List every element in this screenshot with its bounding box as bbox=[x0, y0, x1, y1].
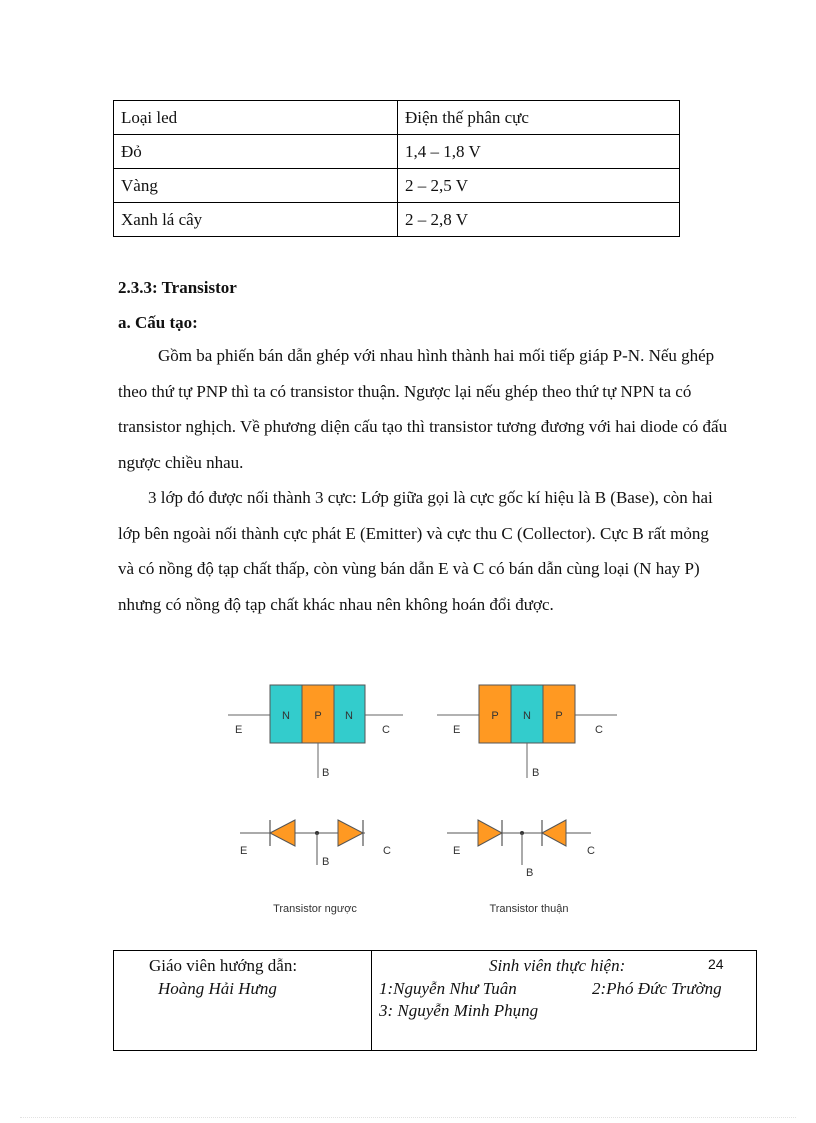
pnp-layer-label: P bbox=[491, 710, 499, 722]
pnp-block bbox=[437, 685, 617, 779]
table-cell: Loại led bbox=[114, 101, 398, 135]
npn-layer-label: P bbox=[314, 710, 322, 722]
diode-equivalent-left bbox=[240, 820, 391, 868]
base-label: B bbox=[532, 767, 540, 779]
npn-layer-label: N bbox=[345, 710, 353, 722]
table-cell: Xanh lá cây bbox=[114, 203, 398, 237]
base-label: B bbox=[322, 856, 330, 868]
base-label: B bbox=[526, 867, 534, 879]
paragraph-structure: Gồm ba phiến bán dẫn ghép với nhau hình thành hai mối tiếp giáp P-N. Nếu ghép theo thứ tự PNP thì ta có transistor thuận. Ngược lại nếu ghép theo thứ tự NPN ta có transistor nghịch. Về phương diện cấu tạo thì transistor tương đương với hai diode có đấu ngược chiều nhau. bbox=[118, 346, 728, 472]
diode-triangle bbox=[338, 820, 363, 846]
emitter-label: E bbox=[235, 724, 243, 736]
base-label: B bbox=[322, 767, 330, 779]
page-number: 24 bbox=[708, 956, 724, 972]
table-cell: Vàng bbox=[114, 169, 398, 203]
student-3: 3: Nguyễn Minh Phụng bbox=[379, 1001, 539, 1020]
transistor-diagram bbox=[225, 680, 625, 920]
diode-triangle bbox=[270, 820, 295, 846]
page-bottom-rule bbox=[20, 1117, 796, 1118]
advisor-name: Hoàng Hải Hưng bbox=[158, 979, 277, 998]
table-cell: Đỏ bbox=[114, 135, 398, 169]
emitter-label: E bbox=[240, 845, 248, 857]
pnp-layer-label: N bbox=[523, 710, 531, 722]
table-row bbox=[114, 101, 680, 135]
signature-box bbox=[113, 950, 757, 1051]
emitter-label: E bbox=[453, 724, 461, 736]
advisor-label: Giáo viên hướng dẫn: bbox=[149, 956, 298, 975]
diode-triangle bbox=[478, 820, 502, 846]
table-row bbox=[114, 169, 680, 203]
collector-label: C bbox=[595, 724, 603, 736]
table-cell: 2 – 2,8 V bbox=[398, 203, 680, 237]
npn-block bbox=[228, 685, 403, 779]
table-cell: Điện thế phân cực bbox=[398, 101, 680, 135]
table-cell: 1,4 – 1,8 V bbox=[398, 135, 680, 169]
subsection-heading: a. Cấu tạo: bbox=[118, 313, 198, 332]
led-voltage-table bbox=[113, 100, 680, 237]
table-row bbox=[114, 135, 680, 169]
collector-label: C bbox=[383, 845, 391, 857]
students-label: Sinh viên thực hiện: bbox=[489, 956, 626, 975]
npn-layer-label: N bbox=[282, 710, 290, 722]
table-cell: 2 – 2,5 V bbox=[398, 169, 680, 203]
diode-equivalent-right bbox=[447, 820, 595, 879]
caption-left: Transistor ngược bbox=[273, 903, 357, 915]
student-2: 2:Phó Đức Trường bbox=[592, 979, 722, 998]
caption-right: Transistor thuận bbox=[489, 903, 569, 915]
pnp-layer-label: P bbox=[555, 710, 563, 722]
emitter-label: E bbox=[453, 845, 461, 857]
footer-divider bbox=[371, 951, 372, 1050]
collector-label: C bbox=[587, 845, 595, 857]
diode-triangle bbox=[542, 820, 566, 846]
paragraph-terminals: 3 lớp đó được nối thành 3 cực: Lớp giữa gọi là cực gốc kí hiệu là B (Base), còn hai lớp bên ngoài nối thành cực phát E (Emitter) và cực thu C (Collector). Cực B rất mỏng và có nồng độ tạp chất thấp, còn vùng bán dẫn E và C có bán dẫn cùng loại (N hay P) nhưng có nồng độ tạp chất khác nhau nên không hoán đổi được. bbox=[118, 488, 713, 614]
collector-label: C bbox=[382, 724, 390, 736]
section-heading: 2.3.3: Transistor bbox=[118, 278, 237, 297]
student-1: 1:Nguyễn Như Tuân bbox=[379, 979, 517, 998]
table-row bbox=[114, 203, 680, 237]
